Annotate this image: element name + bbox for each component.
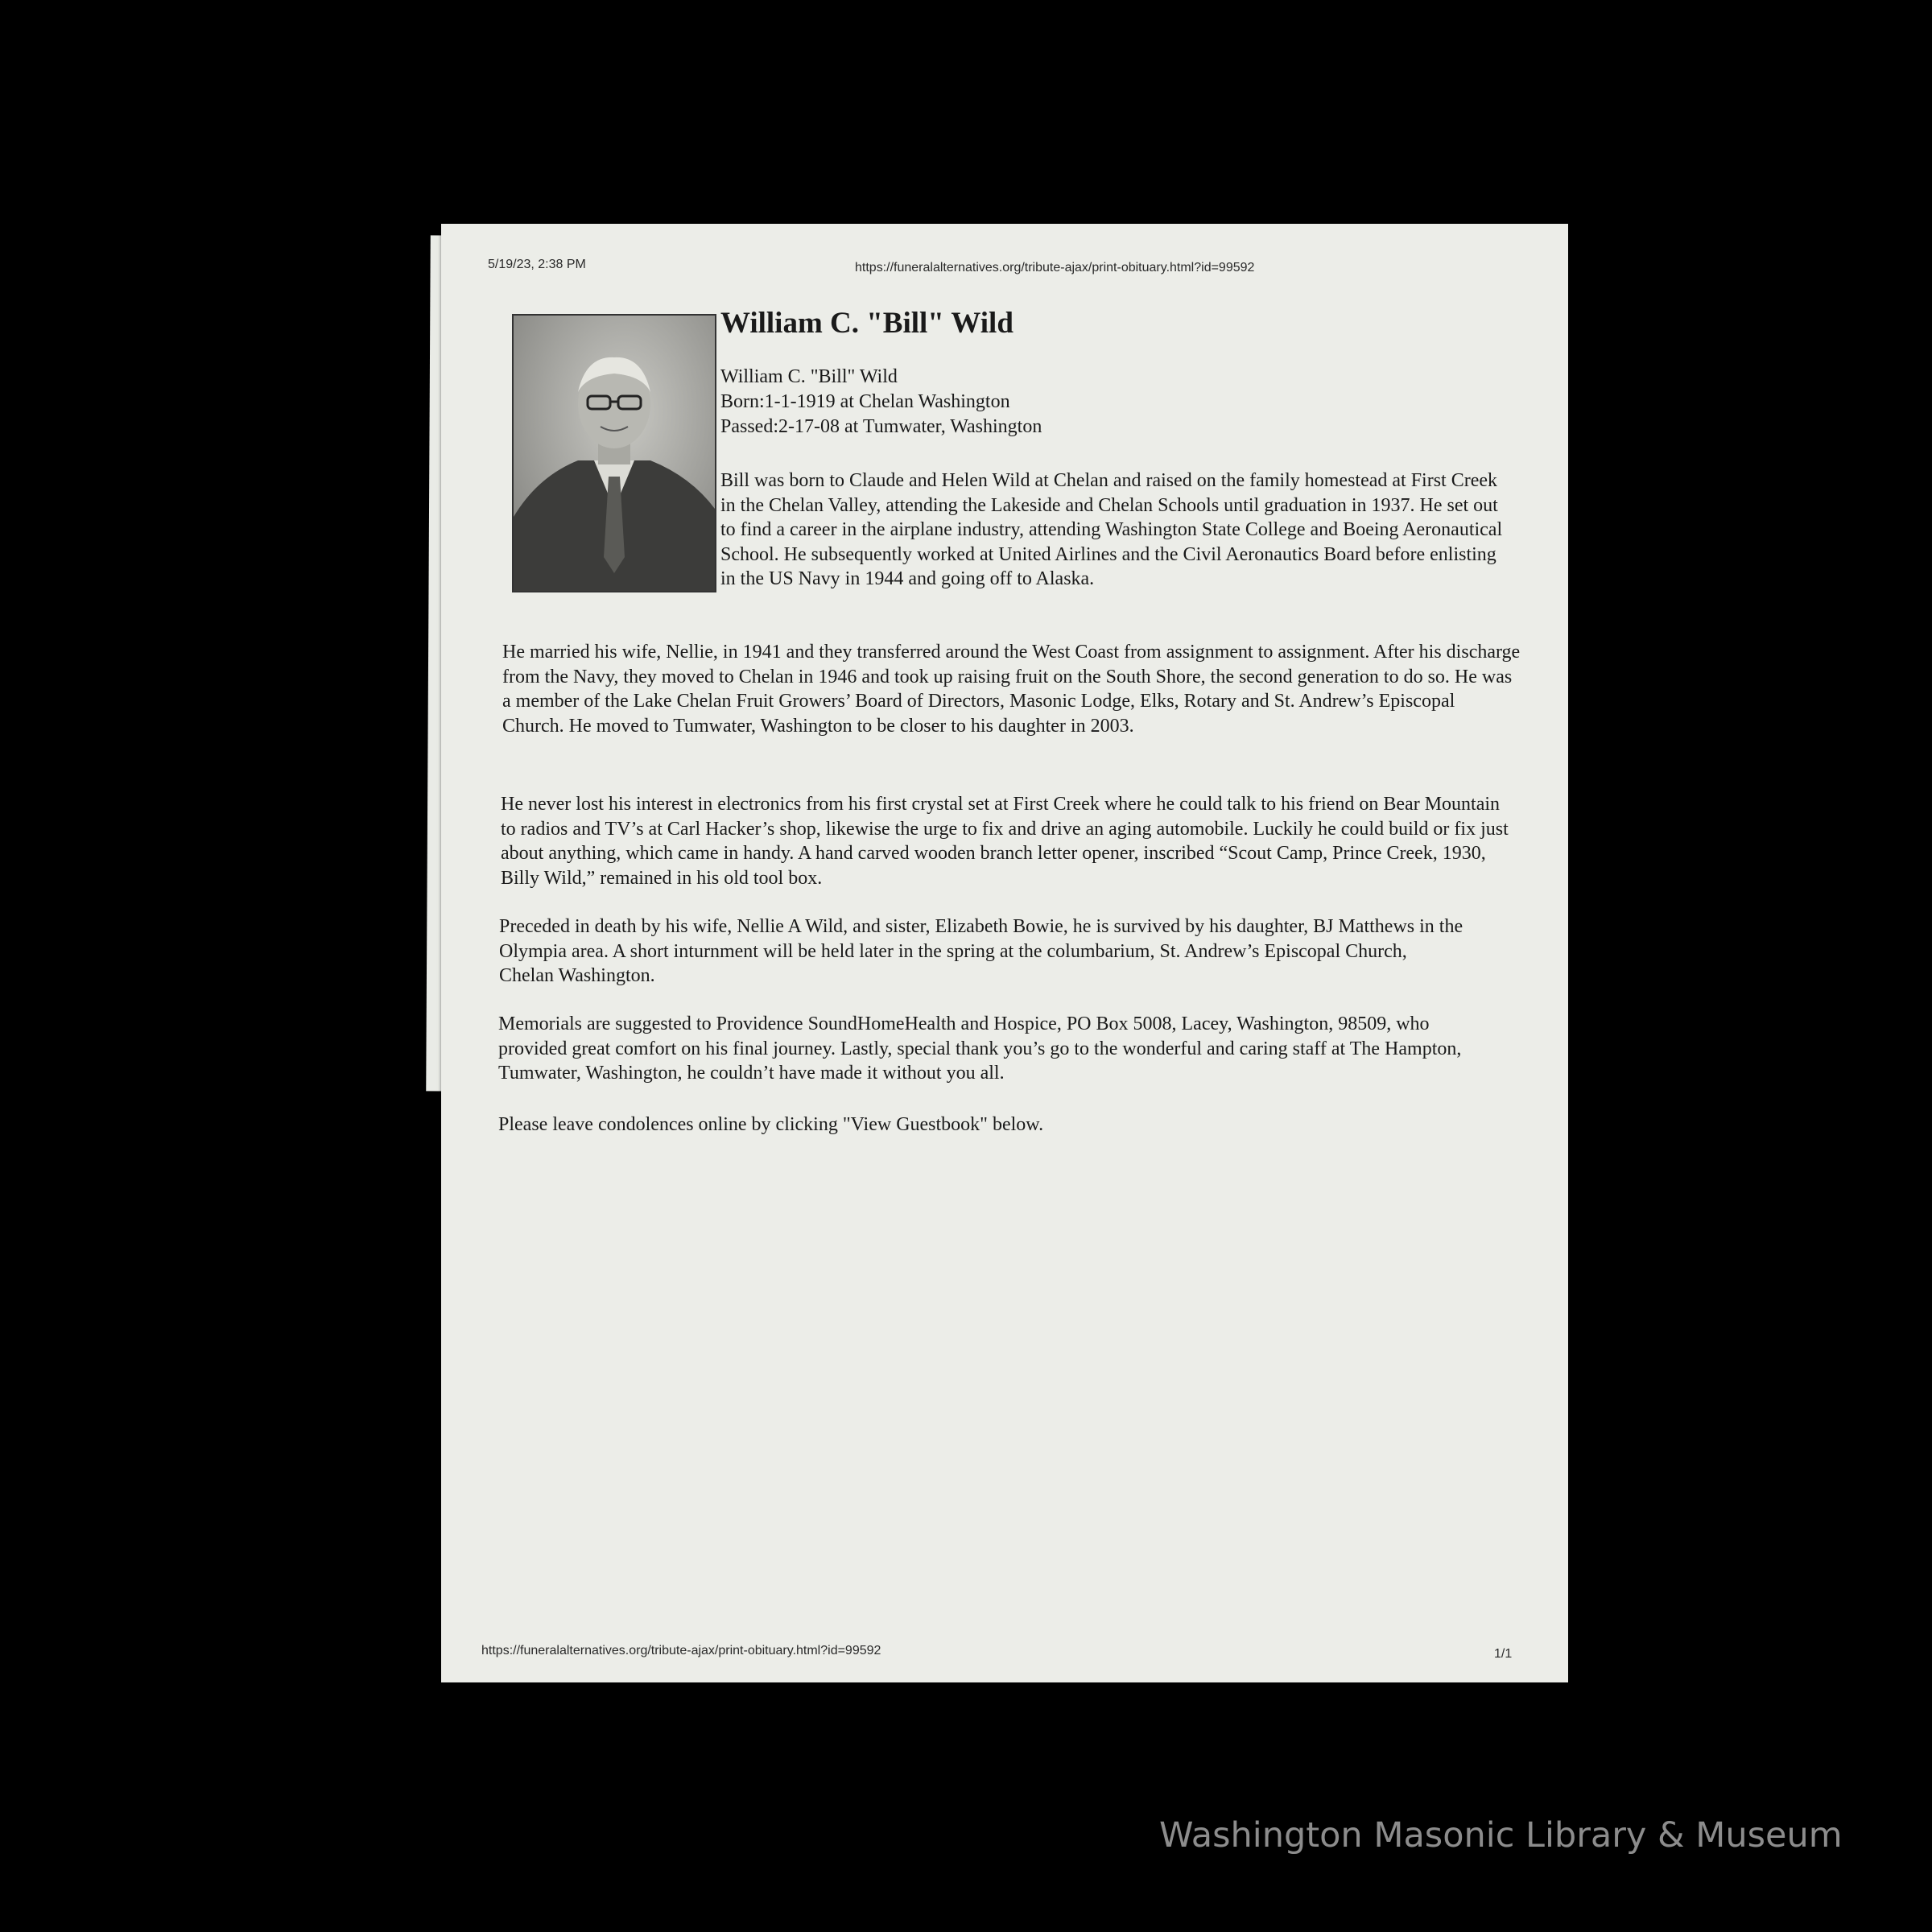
intro-born: Born:1-1-1919 at Chelan Washington: [720, 391, 1010, 412]
portrait-photo: [512, 314, 716, 592]
intro-passed: Passed:2-17-08 at Tumwater, Washington: [720, 416, 1042, 437]
paragraph-interests: He never lost his interest in electronics from his first crystal set at First Creek where he could talk to his friend on Bear Mountain to radios and TV’s at Carl Hacker’s shop, likewise the urge to fix and drive an aging automobile. Luckily he could build or fix just about anything, which came in handy. A hand carved wooden branch letter opener, inscribed “Scout Camp, Prince Creek, 1930, Billy Wild,” remained in his old tool box.: [501, 794, 1509, 889]
intro-name: William C. "Bill" Wild: [720, 366, 898, 387]
printed-page: [441, 224, 1568, 1682]
obituary-title: William C. "Bill" Wild: [720, 307, 1013, 340]
paragraph-memorials: Memorials are suggested to Providence SoundHomeHealth and Hospice, PO Box 5008, Lacey, Washington, 98509, who provided great comfort on his final journey. Lastly, special thank you’s go to the wonderful and caring staff at The Hampton, Tumwater, Washington, he couldn’t have made it without you all.: [498, 1013, 1462, 1084]
paragraph-condolences: Please leave condolences online by clicking "View Guestbook" below.: [498, 1114, 1044, 1135]
header-url: https://funeralalternatives.org/tribute-ajax/print-obituary.html?id=99592: [855, 261, 1255, 275]
portrait-photo-graphic: [514, 316, 715, 591]
page-number: 1/1: [1494, 1647, 1513, 1661]
museum-watermark: Washington Masonic Library & Museum: [1159, 1815, 1843, 1856]
paragraph-marriage: He married his wife, Nellie, in 1941 and they transferred around the West Coast from assignment to assignment. After his discharge from the Navy, they moved to Chelan in 1946 and took up raising fruit on the South Shore, the second generation to do so. He was a member of the Lake Chelan Fruit Growers’ Board of Directors, Masonic Lodge, Elks, Rotary and St. Andrew’s Episcopal Church. He moved to Tumwater, Washington to be closer to his daughter in 2003.: [502, 642, 1521, 737]
obituary-intro: [720, 365, 1042, 440]
paragraph-survivors: Preceded in death by his wife, Nellie A Wild, and sister, Elizabeth Bowie, he is survived by his daughter, BJ Matthews in the Olympia area. A short inturnment will be held later in the spring at the columbarium, St. Andrew’s Episcopal Church, Chelan Washington.: [499, 916, 1463, 986]
footer-url: https://funeralalternatives.org/tribute-ajax/print-obituary.html?id=99592: [481, 1644, 881, 1657]
print-date: 5/19/23, 2:38 PM: [488, 258, 586, 271]
paragraph-early-life: Bill was born to Claude and Helen Wild at Chelan and raised on the family homestead at First Creek in the Chelan Valley, attending the Lakeside and Chelan Schools until graduation in 1937. He set out to find a career in the airplane industry, attending Washington State College and Boeing Aeronautical School. He subsequently worked at United Airlines and the Civil Aeronautics Board before enlisting in the US Navy in 1944 and going off to Alaska.: [720, 470, 1503, 589]
